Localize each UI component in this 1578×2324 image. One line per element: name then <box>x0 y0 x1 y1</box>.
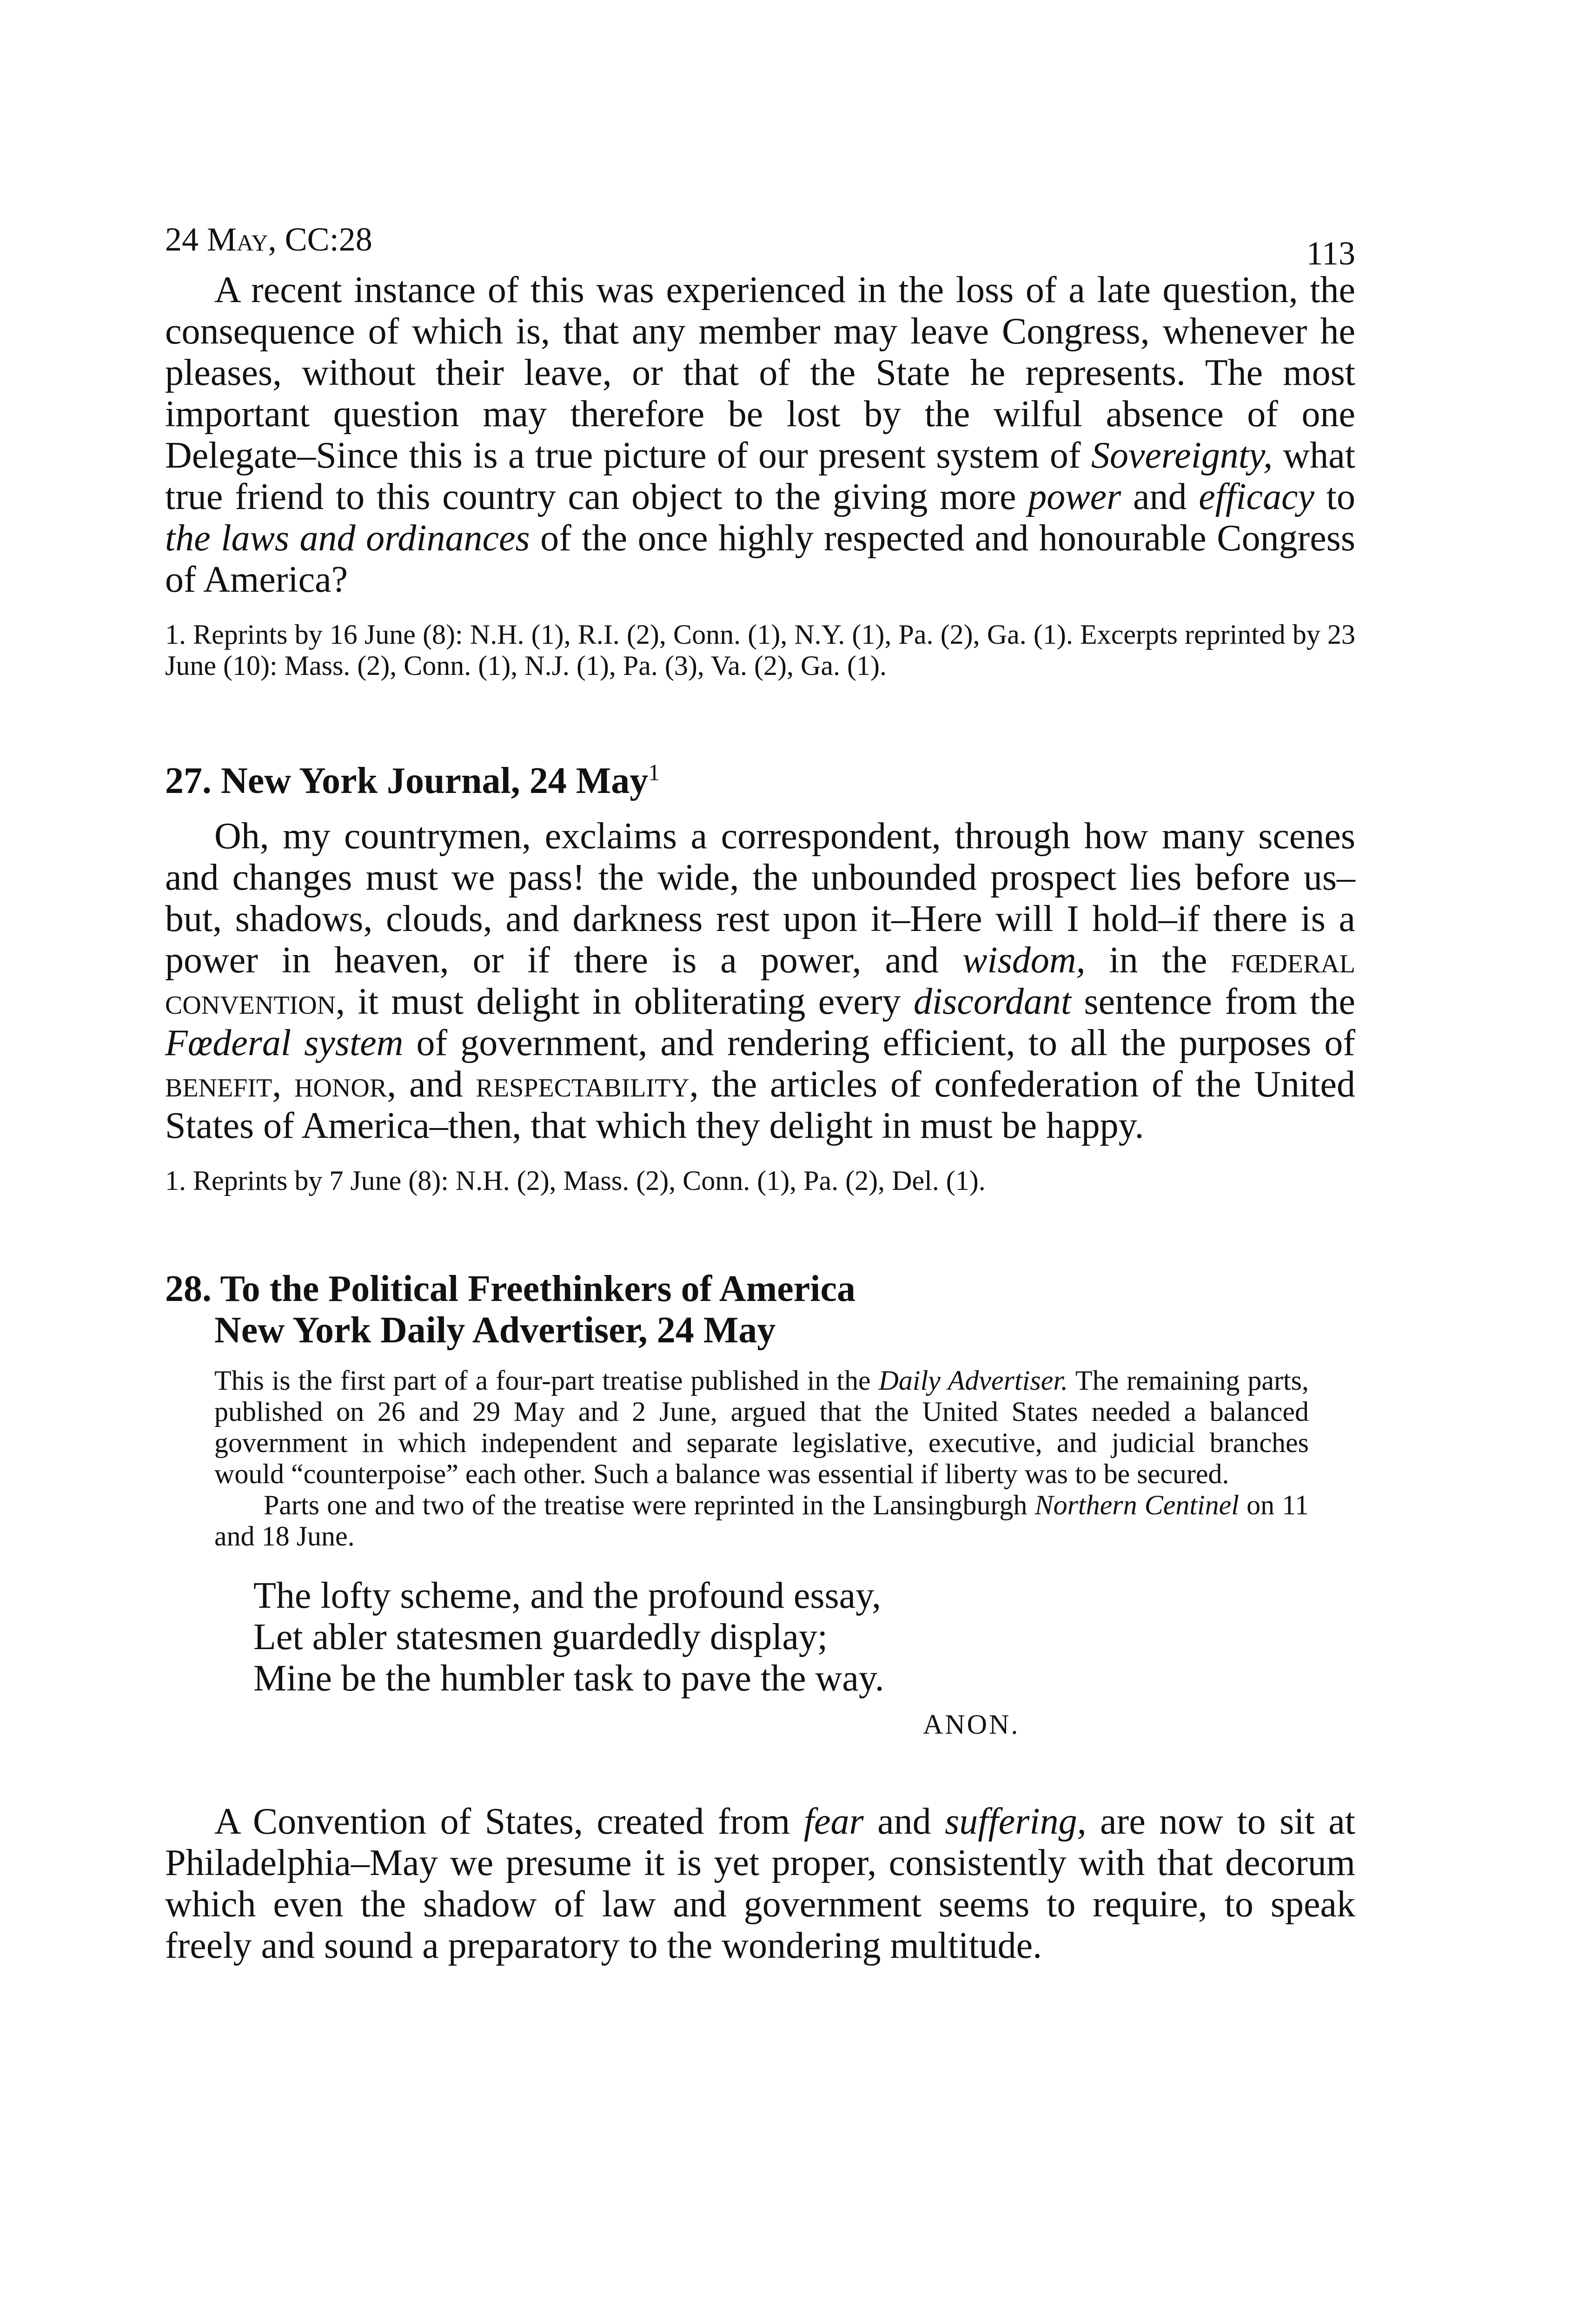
verse-line: The lofty scheme, and the profound essay, <box>253 1575 881 1616</box>
italic-run: fear <box>803 1801 864 1842</box>
text-run: to <box>1314 476 1356 517</box>
verse-line: Let abler statesmen guardedly display; <box>253 1617 828 1657</box>
section-27-paragraph <box>165 816 1355 1147</box>
italic-run: Daily Advertiser. <box>878 1365 1068 1396</box>
italic-run: the laws and ordinances <box>165 518 530 559</box>
verse-line: Mine be the humbler task to pave the way. <box>253 1658 884 1699</box>
text-run: on 11 and 18 June. <box>214 1490 1309 1552</box>
section-28-heading-block <box>165 1268 1355 1351</box>
document-page <box>165 218 1355 1967</box>
running-head <box>165 218 1355 270</box>
italic-run: Northern Centinel <box>1034 1490 1239 1520</box>
italic-run: discordant <box>913 981 1072 1022</box>
italic-run: power <box>1028 476 1121 517</box>
section-27-footnote: 1. Reprints by 7 June (8): N.H. (2), Mass. (2), Conn. (1), Pa. (2), Del. (1). <box>165 1165 986 1196</box>
italic-run: wisdom, <box>962 940 1086 981</box>
text-run: are now to sit at Philadelphia–May we presume it is yet proper, consistently with that decorum which even the shadow of law and government seems to require, to speak freely and sound a preparatory to the wondering multitude. <box>165 1801 1355 1966</box>
running-head-date <box>165 218 372 260</box>
page-number: 113 <box>1306 235 1355 272</box>
running-head-ref: , CC:28 <box>268 221 372 258</box>
heading-line-2: New York Daily Advertiser, 24 May <box>214 1310 776 1351</box>
footnote-marker: 1 <box>648 759 660 786</box>
text-run: Parts one and two of the treatise were reprinted in the Lansingburgh <box>264 1490 1035 1520</box>
italic-run: Fœderal system <box>165 1023 404 1063</box>
text-run: This is the first part of a four-part treatise published in the <box>214 1365 879 1396</box>
section-26-footnote: 1. Reprints by 16 June (8): N.H. (1), R.I. (2), Conn. (1), N.Y. (1), Pa. (2), Ga. (1). Excerpts reprinted by 23 June (10): Mass. (2), Conn. (1), N.J. (1), Pa. (3), Va. (2), Ga. (1). <box>165 619 1355 681</box>
small-caps-run: fœderal convention <box>165 940 1356 1022</box>
section-28-paragraph <box>165 1801 1355 1967</box>
text-run: what true friend to this country can object to the giving more <box>165 435 1355 517</box>
text-run: and <box>863 1801 945 1842</box>
spacer <box>165 681 1355 760</box>
italic-run: efficacy <box>1199 476 1315 517</box>
text-run: and <box>1121 476 1199 517</box>
epigraph-verse <box>253 1575 1355 1699</box>
text-run: in the <box>1085 940 1231 981</box>
section-28-editorial-note <box>214 1365 1309 1552</box>
running-head-month: May <box>207 221 268 258</box>
spacer <box>165 1741 1355 1801</box>
editorial-note-paragraph-2 <box>214 1490 1309 1552</box>
running-head-day: 24 <box>165 221 207 258</box>
text-run: A Convention of States, created from <box>214 1801 804 1842</box>
small-caps-run: honor <box>294 1064 387 1105</box>
text-run: of the once highly respected and honourable Congress of America? <box>165 518 1355 600</box>
text-run: sentence from the <box>1071 981 1355 1022</box>
italic-run: suffering, <box>945 1801 1087 1842</box>
text-run: , it must delight in obliterating every <box>336 981 914 1022</box>
heading-text: 27. New York Journal, 24 May <box>165 760 649 801</box>
small-caps-run: respectability <box>476 1064 690 1105</box>
text-run: , the articles of confederation of the United States of America–then, that which they delight in must be happy. <box>165 1064 1355 1146</box>
verse-attribution: ANON. <box>923 1709 1020 1740</box>
text-run: , <box>272 1064 295 1105</box>
section-26-paragraph <box>165 270 1355 601</box>
heading-line-1: 28. To the Political Freethinkers of America <box>165 1268 855 1309</box>
section-27-heading-block <box>165 760 1355 802</box>
section-27-heading <box>165 760 1355 802</box>
editorial-note-paragraph-1 <box>214 1365 1309 1490</box>
text-run: of government, and rendering efficient, to all the purposes of <box>403 1023 1356 1063</box>
spacer <box>165 1196 1355 1268</box>
italic-run: Sovereignty, <box>1091 435 1273 476</box>
small-caps-run: benefit <box>165 1064 272 1105</box>
text-run: The remaining parts, published on 26 and 29 May and 2 June, argued that the United States needed a balanced government in which independent and separate legislative, executive, and judicial branches would “counterpoise” each other. Such a balance was essential if liberty was to be secured. <box>214 1365 1309 1489</box>
section-28-heading <box>165 1268 1355 1351</box>
text-run: A recent instance of this was experienced in the loss of a late question, the consequence of which is, that any member may leave Congress, whenever he pleases, without their leave, or that of the State he represents. The most important question may therefore be lost by the wilful absence of one Delegate–Since this is a true picture of our present system of <box>165 270 1355 476</box>
text-run: , and <box>387 1064 476 1105</box>
text-run: Oh, my countrymen, exclaims a correspondent, through how many scenes and changes must we pass! the wide, the unbounded prospect lies before us–but, shadows, clouds, and darkness rest upon it–Here will I hold–if there is a power in heaven, or if there is a power, and <box>165 816 1355 981</box>
